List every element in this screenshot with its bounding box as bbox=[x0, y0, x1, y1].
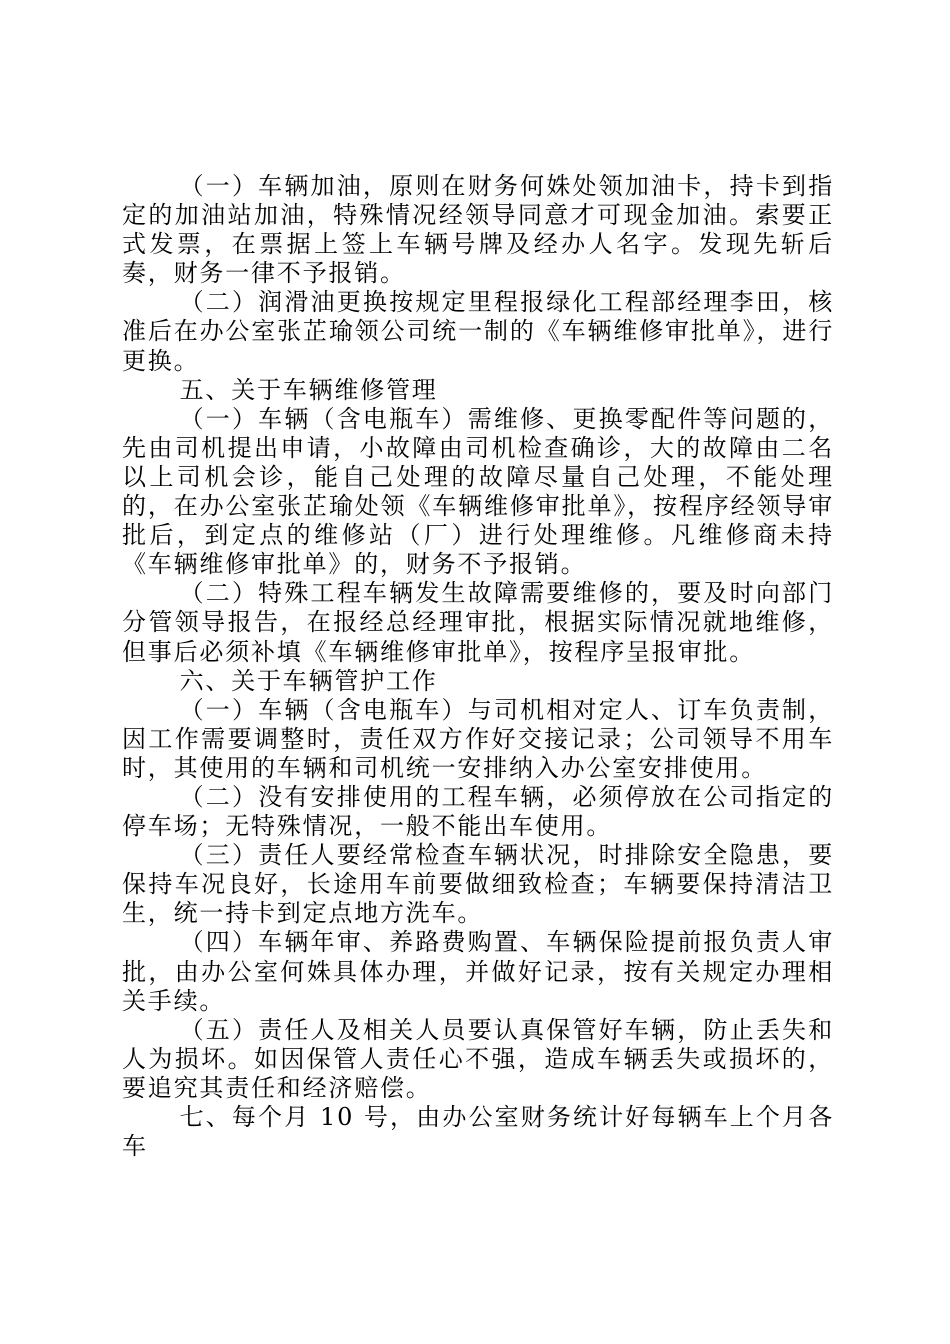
paragraph-safekeeping: （五）责任人及相关人员要认真保管好车辆，防止丢失和人为损坏。如因保管人责任心不强，造成车辆丢失或损坏的，要追究其责任和经济赔偿。 bbox=[122, 1015, 834, 1102]
paragraph-responsibility: （一）车辆（含电瓶车）与司机相对定人、订车负责制，因工作需要调整时，责任双方作好交接记录；公司领导不用车时，其使用的车辆和司机统一安排纳入办公室安排使用。 bbox=[122, 695, 834, 782]
section-heading-maintenance: 五、关于车辆维修管理 bbox=[179, 375, 438, 404]
document-body bbox=[122, 172, 834, 1161]
paragraph-parking: （二）没有安排使用的工程车辆，必须停放在公司指定的停车场；无特殊情况，一般不能出车使用。 bbox=[122, 782, 834, 841]
paragraph-repair-procedure: （一）车辆（含电瓶车）需维修、更换零配件等问题的，先由司机提出申请，小故障由司机检查确诊，大的故障由二名以上司机会诊，能自己处理的故障尽量自己处理，不能处理的，在办公室张芷瑜处领《车辆维修审批单》，按程序经领导审批后，到定点的维修站（厂）进行处理维修。凡维修商未持《车辆维修审批单》的，财务不予报销。 bbox=[122, 404, 834, 579]
paragraph-fuel: （一）车辆加油，原则在财务何姝处领加油卡，持卡到指定的加油站加油，特殊情况经领导同意才可现金加油。索要正式发票，在票据上签上车辆号牌及经办人名字。发现先斩后奏，财务一律不予报销。 bbox=[122, 172, 834, 288]
section-heading-statistics: 七、每个月 10 号，由办公室财务统计好每辆车上个月各车 bbox=[122, 1103, 834, 1161]
paragraph-annual-review: （四）车辆年审、养路费购置、车辆保险提前报负责人审批，由办公室何姝具体办理，并做好记录，按有关规定办理相关手续。 bbox=[122, 928, 834, 1015]
section-heading-care: 六、关于车辆管护工作 bbox=[179, 666, 438, 695]
paragraph-lubricant: （二）润滑油更换按规定里程报绿化工程部经理李田，核准后在办公室张芷瑜领公司统一制的《车辆维修审批单》，进行更换。 bbox=[122, 288, 834, 375]
paragraph-inspection: （三）责任人要经常检查车辆状况，时排除安全隐患，要保持车况良好，长途用车前要做细致检查；车辆要保持清洁卫生，统一持卡到定点地方洗车。 bbox=[122, 841, 834, 928]
paragraph-special-repair: （二）特殊工程车辆发生故障需要维修的，要及时向部门分管领导报告，在报经总经理审批，根据实际情况就地维修，但事后必须补填《车辆维修审批单》，按程序呈报审批。 bbox=[122, 579, 834, 666]
